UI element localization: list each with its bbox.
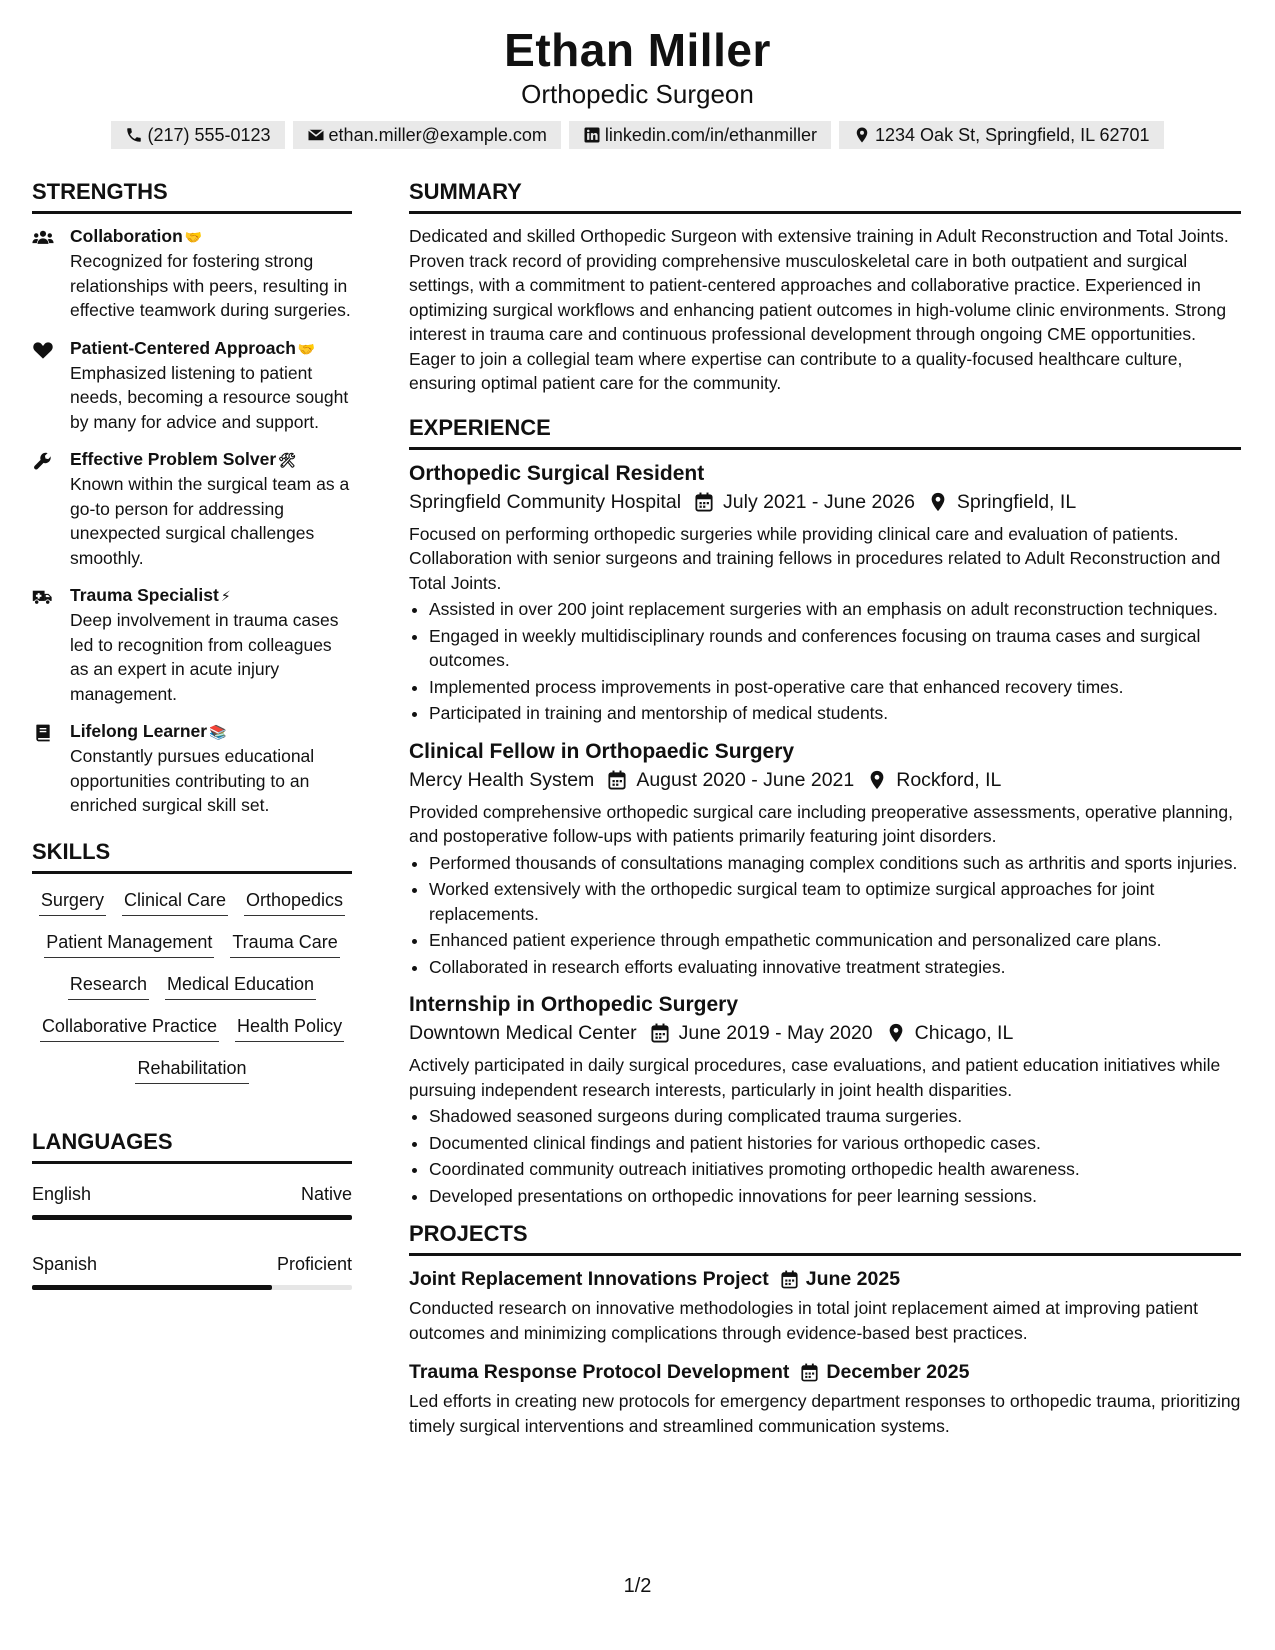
job-organization: Mercy Health System [409,768,595,791]
contact-linkedin[interactable] [569,121,831,149]
contact-address-text: 1234 Oak St, Springfield, IL 62701 [875,125,1150,145]
job-bullet: • Developed presentations on orthopedic innovations for peer learning sessions. [429,1184,1241,1209]
strength-title: Effective Problem Solver [70,449,277,469]
skill-tag: Rehabilitation [135,1056,248,1084]
job-bullet: • Implemented process improvements in post-operative care that enhanced recovery times. [429,675,1241,700]
envelope-icon [307,126,325,144]
contact-email-text: ethan.miller@example.com [328,125,547,145]
summary-heading: SUMMARY [409,178,1241,214]
job-bullet: • Worked extensively with the orthopedic surgical team to optimize surgical approaches for joint replacements. [429,877,1241,926]
language-level: Proficient [276,1253,352,1274]
job-bullets [409,851,1241,980]
job-bullet: • Enhanced patient experience through empathetic communication and personalized care plans. [429,928,1241,953]
job-location: Chicago, IL [914,1022,1014,1044]
calendar-icon [681,492,723,512]
projects-list [409,1266,1241,1438]
job-entry [409,460,1241,726]
language-list [32,1182,352,1290]
job-entry [409,738,1241,980]
calendar-icon [637,1023,679,1043]
phone-icon [125,126,143,144]
skill-tag: Orthopedics [244,888,345,916]
job-location: Rockford, IL [896,768,1002,791]
strength-item [32,447,352,570]
job-entry [409,991,1241,1208]
summary-text: Dedicated and skilled Orthopedic Surgeon with extensive training in Adult Reconstruction and Total Joints. Proven track record of providing comprehensive musculoskeletal care in both outpatient and surgical settings, with a commitment to patient-centered approaches and collaborative practice. Experienced in optimizing surgical workflows and enhancing patient outcomes in high-volume clinic environments. Strong interest in trauma care and continuous professional development through ongoing CME opportunities. Eager to join a collegial team where expertise can contribute to a quality-focused healthcare culture, ensuring optimal patient care for the community. [409,226,1229,393]
strength-title: Collaboration [70,226,183,246]
map-pin-icon [853,126,871,144]
project-header [409,1359,1241,1385]
job-bullets [409,1104,1241,1208]
project-description: Led efforts in creating new protocols for emergency department responses to orthopedic trauma, prioritizing timely surgical interventions and streamlined communication systems. [409,1391,1241,1436]
job-dates: August 2020 - June 2021 [636,768,855,791]
strength-item [32,336,352,435]
project-date: June 2025 [805,1268,901,1290]
job-bullet: • Coordinated community outreach initiatives promoting orthopedic health awareness. [429,1157,1241,1182]
left-column [32,178,352,1322]
job-description: Actively participated in daily surgical procedures, case evaluations, and patient education initiatives while pursuing independent research interests, particularly in joint health disparities. [409,1055,1221,1100]
project-entry [409,1266,1241,1345]
skill-tag: Medical Education [165,972,316,1000]
strength-description: Recognized for fostering strong relationships with peers, resulting in effective teamwork during surgeries. [70,251,351,320]
contact-phone-text: (217) 555-0123 [147,125,271,145]
calendar-icon [789,1363,826,1382]
linkedin-icon [583,126,601,144]
job-dates: July 2021 - June 2026 [723,490,915,513]
contact-address [839,121,1164,149]
heart-icon [32,336,56,435]
project-header [409,1266,1241,1292]
map-pin-icon [854,770,896,790]
resume-header [0,0,1275,149]
language-level: Native [300,1183,352,1204]
job-bullet: • Participated in training and mentorship of medical students. [429,701,1241,726]
job-meta [409,488,1241,516]
job-description: Provided comprehensive orthopedic surgical care including preoperative assessments, operative planning, and postoperative follow-ups with patients primarily featuring joint disorders. [409,801,1233,846]
skill-tag: Research [68,972,149,1000]
strength-description: Deep involvement in trauma cases led to recognition from colleagues as an expert in acute injury management. [70,610,339,704]
projects-heading: PROJECTS [409,1220,1241,1256]
strength-item [32,224,352,323]
contact-phone[interactable] [111,121,284,149]
experience-list [409,460,1241,1209]
wrench-icon [32,447,56,570]
handshake-emoji-icon: 🤝 [184,229,203,245]
job-bullet: • Collaborated in research efforts evaluating innovative treatment strategies. [429,955,1241,980]
job-meta [409,766,1241,794]
job-title: Orthopedic Surgical Resident [409,461,705,485]
strength-title: Lifelong Learner [70,721,208,741]
job-title: Internship in Orthopedic Surgery [409,993,739,1016]
strength-item [32,719,352,818]
job-organization: Downtown Medical Center [409,1022,637,1044]
contact-email[interactable] [293,121,561,149]
skill-tag: Collaborative Practice [40,1014,219,1042]
lightning-emoji-icon: ⚡ [220,588,231,604]
project-title: Joint Replacement Innovations Project [409,1268,769,1290]
strength-title: Patient-Centered Approach [70,337,296,358]
skill-tag: Health Policy [235,1014,344,1042]
strength-item [32,583,352,706]
skill-tag: Patient Management [44,930,214,958]
handshake-emoji-icon: 🤝 [297,340,316,357]
strength-description: Known within the surgical team as a go-to person for addressing unexpected surgical challenges smoothly. [70,474,350,568]
map-pin-icon [915,492,957,512]
job-title: Clinical Fellow in Orthopaedic Surgery [409,739,795,763]
candidate-title: Orthopedic Surgeon [521,79,754,109]
tools-emoji-icon: 🛠 [278,452,296,468]
page-number: 1/2 [623,1575,652,1597]
language-item [32,1252,352,1290]
calendar-icon [594,770,636,790]
skill-tag: Surgery [39,888,106,916]
language-item [32,1182,352,1220]
project-description: Conducted research on innovative methodologies in total joint replacement aimed at improving patient outcomes and minimizing complications through evidence-based best practices. [409,1298,1198,1343]
language-proficiency-fill [32,1215,352,1220]
job-organization: Springfield Community Hospital [409,490,682,513]
job-bullet: • Engaged in weekly multidisciplinary rounds and conferences focusing on trauma cases and surgical outcomes. [429,624,1241,673]
language-proficiency-bar [32,1285,352,1290]
right-column [409,178,1241,1452]
strengths-heading: STRENGTHS [32,178,352,214]
job-meta [409,1019,1241,1047]
language-name: Spanish [32,1253,98,1274]
language-name: English [32,1183,92,1204]
job-bullet: • Assisted in over 200 joint replacement surgeries with an emphasis on adult reconstruction techniques. [429,597,1241,622]
contact-bar [0,121,1275,149]
skill-tag: Clinical Care [122,888,228,916]
job-bullet: • Documented clinical findings and patient histories for various orthopedic cases. [429,1131,1241,1156]
skill-tag: Trauma Care [230,930,339,958]
books-emoji-icon: 📚 [209,724,227,740]
job-bullet: • Performed thousands of consultations managing complex conditions such as arthritis and sports injuries. [429,851,1241,876]
skills-heading: SKILLS [32,838,352,874]
job-bullets [409,597,1241,726]
project-title: Trauma Response Protocol Development [409,1361,790,1383]
language-proficiency-bar [32,1215,352,1220]
experience-heading: EXPERIENCE [409,414,1241,450]
job-bullet: • Shadowed seasoned surgeons during complicated trauma surgeries. [429,1104,1241,1129]
strength-description: Emphasized listening to patient needs, becoming a resource sought by many for advice and support. [70,362,349,432]
job-dates: June 2019 - May 2020 [678,1022,873,1044]
language-proficiency-fill [32,1285,272,1290]
map-pin-icon [873,1023,915,1043]
project-date: December 2025 [826,1361,970,1383]
users-icon [32,224,56,323]
book-icon [32,719,56,818]
contact-linkedin-text: linkedin.com/in/ethanmiller [604,125,818,145]
job-description: Focused on performing orthopedic surgeries while providing clinical care and evaluation of patients. Collaboration with senior surgeons and training fellows in procedures related to Adult Reconstruction and Total Joints. [409,523,1221,593]
languages-heading: LANGUAGES [32,1128,352,1164]
calendar-icon [769,1270,806,1289]
skills-list [32,888,352,1084]
job-location: Springfield, IL [956,490,1077,513]
strength-description: Constantly pursues educational opportunities contributing to an enriched surgical skill set. [70,746,315,815]
ambulance-icon [32,583,56,706]
project-entry [409,1359,1241,1438]
candidate-name: Ethan Miller [504,24,771,76]
strength-title: Trauma Specialist [70,585,219,605]
